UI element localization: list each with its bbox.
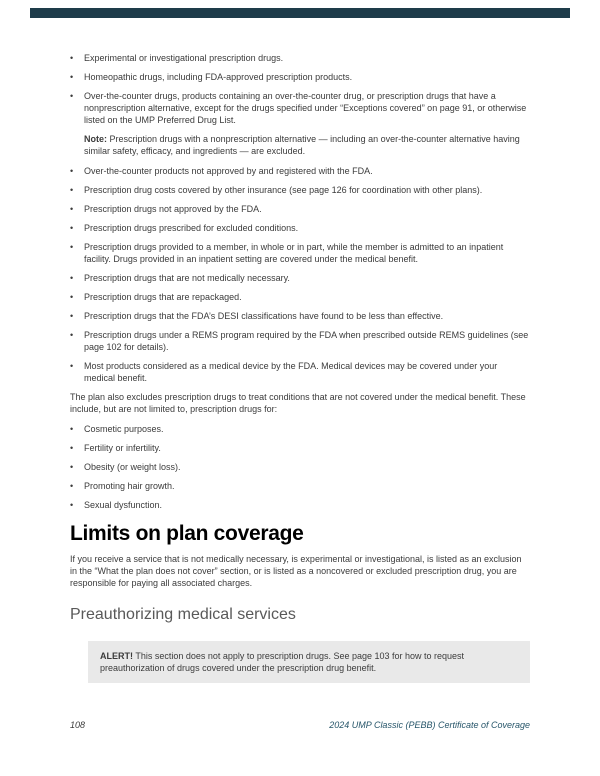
bullet-icon: • — [70, 443, 74, 453]
page-footer — [70, 720, 530, 730]
list-item-text: Prescription drugs that are repackaged. — [84, 292, 242, 302]
bullet-icon: • — [70, 204, 74, 214]
list-item — [70, 461, 530, 473]
list-item — [70, 329, 530, 353]
page-top-bar — [30, 8, 570, 18]
alert-text: This section does not apply to prescription drugs. See page 103 for how to request preauthorization of drugs covered under the prescription drug benefit. — [100, 651, 465, 673]
alert-box — [88, 641, 530, 683]
conditions-intro-paragraph: The plan also excludes prescription drugs to treat conditions that are not covered under the medical benefit. These include, but are not limited to, prescription drugs for: — [70, 392, 526, 414]
bullet-icon: • — [70, 72, 74, 82]
list-item — [70, 90, 530, 126]
bullet-icon: • — [70, 185, 74, 195]
list-item-text: Prescription drugs provided to a member, in whole or in part, while the member is admitted to an inpatient facility. Drugs provided in an inpatient setting are covered under the medical benefit. — [84, 242, 504, 264]
list-item-text: Most products considered as a medical device by the FDA. Medical devices may be covered under your medical benefit. — [84, 361, 498, 383]
list-item — [70, 360, 530, 384]
bullet-icon: • — [70, 223, 74, 233]
list-item — [70, 203, 530, 215]
bullet-icon: • — [70, 292, 74, 302]
list-item — [70, 291, 530, 303]
list-item — [70, 52, 530, 64]
bullet-icon: • — [70, 500, 74, 510]
exclusions-list-part2 — [70, 165, 530, 384]
list-item-text: Obesity (or weight loss). — [84, 462, 181, 472]
list-item-text: Promoting hair growth. — [84, 481, 175, 491]
list-item-text: Prescription drug costs covered by other insurance (see page 126 for coordination with other plans). — [84, 185, 483, 195]
bullet-icon: • — [70, 330, 74, 340]
bullet-icon: • — [70, 53, 74, 63]
exclusions-list-part1 — [70, 52, 530, 126]
list-item-text: Sexual dysfunction. — [84, 500, 163, 510]
list-item-text: Prescription drugs not approved by the FDA. — [84, 204, 262, 214]
note-text: Prescription drugs with a nonprescription alternative — including an over-the-counter alternative having similar safety, efficacy, and ingredients — are excluded. — [84, 134, 520, 156]
list-item — [70, 423, 530, 435]
footer-doc-title: 2024 UMP Classic (PEBB) Certificate of Coverage — [329, 720, 530, 730]
list-item — [70, 184, 530, 196]
bullet-icon: • — [70, 361, 74, 371]
bullet-icon: • — [70, 481, 74, 491]
note-block — [84, 133, 530, 157]
limits-section-body: If you receive a service that is not medically necessary, is experimental or investigational, is listed as an exclusion in the “What the plan does not cover” section, or is listed as a noncovered or excluded prescription drug, you are responsible for paying all associated charges. — [70, 554, 522, 588]
bullet-icon: • — [70, 166, 74, 176]
bullet-icon: • — [70, 273, 74, 283]
bullet-icon: • — [70, 91, 74, 101]
bullet-icon: • — [70, 242, 74, 252]
list-item — [70, 165, 530, 177]
list-item — [70, 71, 530, 83]
list-item-text: Prescription drugs that the FDA’s DESI classifications have found to be less than effective. — [84, 311, 444, 321]
list-item-text: Prescription drugs that are not medically necessary. — [84, 273, 290, 283]
list-item — [70, 310, 530, 322]
list-item-text: Prescription drugs under a REMS program required by the FDA when prescribed outside REMS guidelines (see page 102 for details). — [84, 330, 529, 352]
list-item — [70, 222, 530, 234]
list-item — [70, 241, 530, 265]
bullet-icon: • — [70, 424, 74, 434]
list-item-text: Over-the-counter products not approved by and registered with the FDA. — [84, 166, 373, 176]
note-label: Note: — [84, 134, 107, 144]
list-item-text: Prescription drugs prescribed for excluded conditions. — [84, 223, 299, 233]
list-item-text: Cosmetic purposes. — [84, 424, 164, 434]
bullet-icon: • — [70, 462, 74, 472]
list-item-text: Fertility or infertility. — [84, 443, 161, 453]
list-item — [70, 499, 530, 511]
limits-section-heading: Limits on plan coverage — [70, 522, 304, 545]
bullet-icon: • — [70, 311, 74, 321]
list-item — [70, 272, 530, 284]
preauthorizing-subheading: Preauthorizing medical services — [70, 606, 296, 623]
page-content — [70, 52, 530, 683]
list-item — [70, 480, 530, 492]
list-item-text: Over-the-counter drugs, products containing an over-the-counter drug, or prescription drugs that have a nonprescription alternative, except for the drugs specified under “Exceptions covered” on page 91, or otherwise listed on the UMP Preferred Drug List. — [84, 91, 527, 125]
conditions-list — [70, 423, 530, 511]
list-item — [70, 442, 530, 454]
list-item-text: Homeopathic drugs, including FDA-approved prescription products. — [84, 72, 353, 82]
footer-page-number: 108 — [70, 720, 86, 730]
list-item-text: Experimental or investigational prescription drugs. — [84, 53, 284, 63]
alert-label: ALERT! — [100, 651, 133, 661]
